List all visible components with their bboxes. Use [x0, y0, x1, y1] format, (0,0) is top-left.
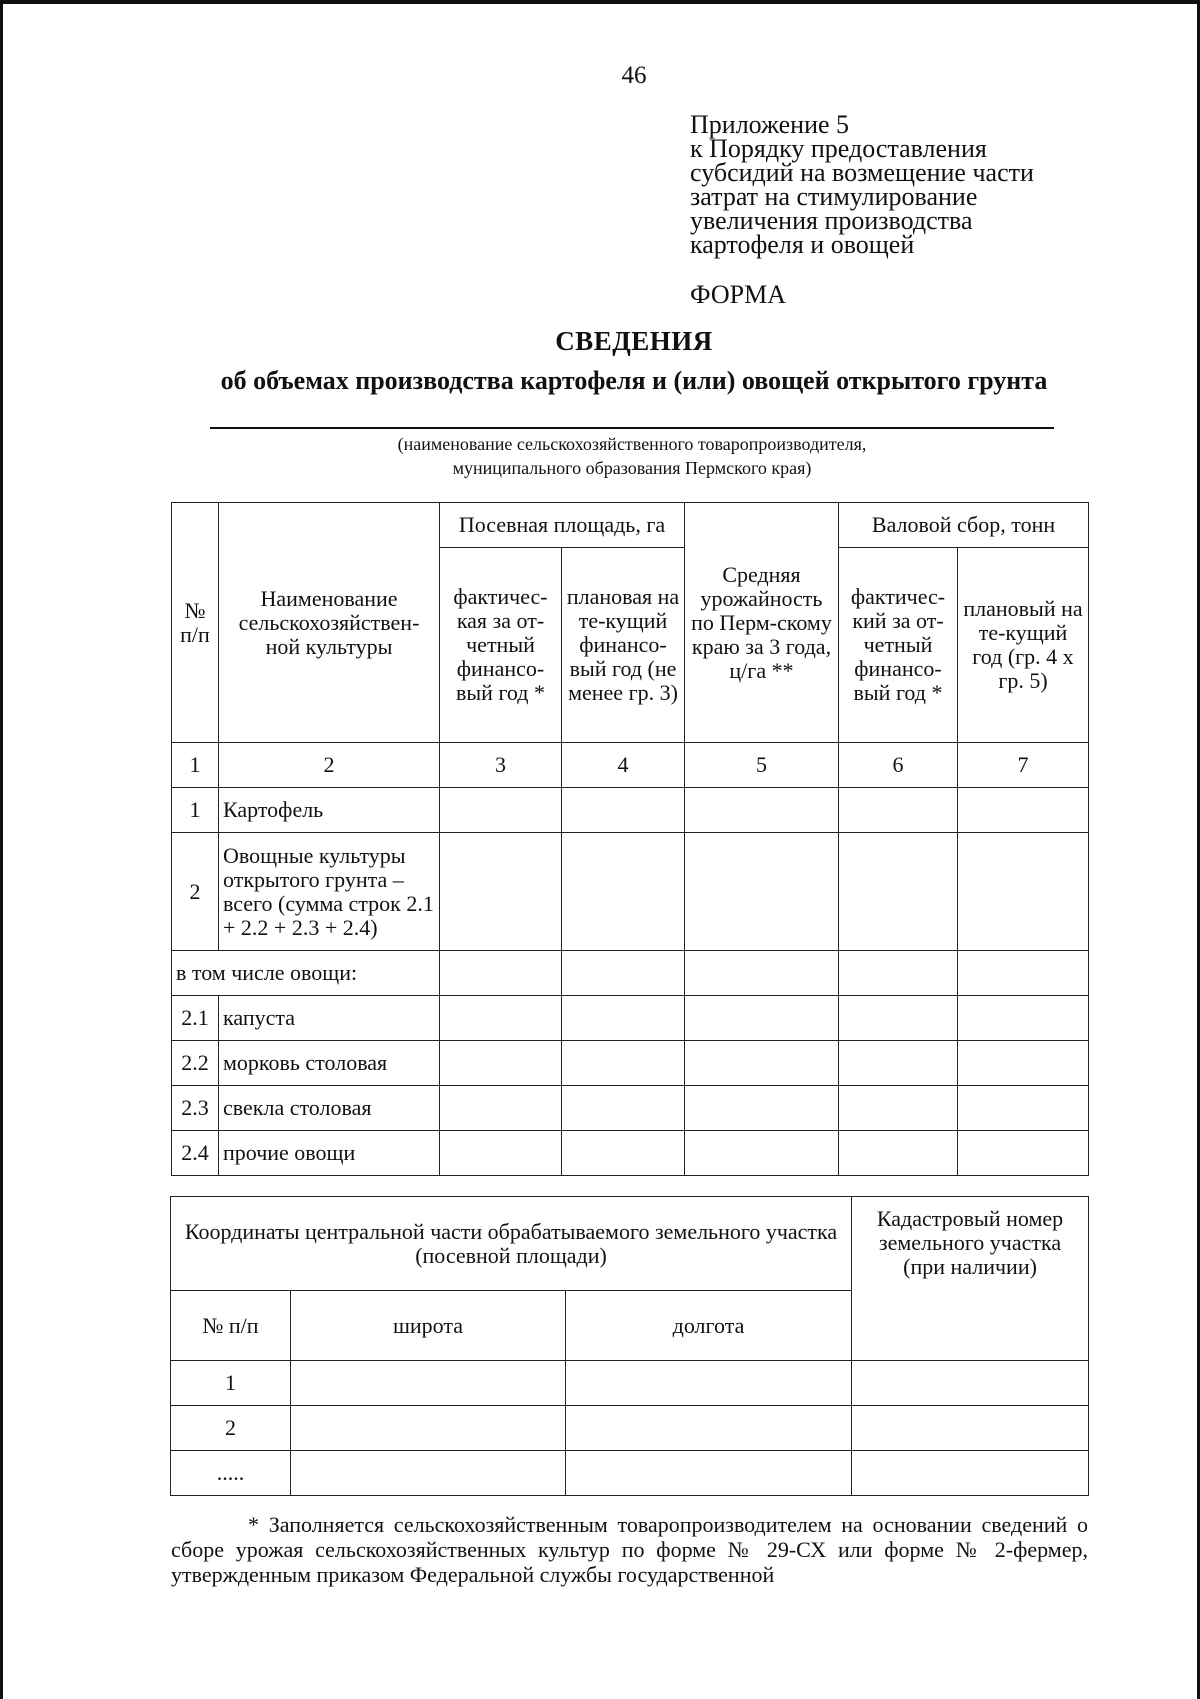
appendix-line: субсидий на возмещение части: [690, 158, 1034, 187]
form-label: ФОРМА: [690, 280, 786, 309]
data-cell[interactable]: [562, 1086, 685, 1131]
data-cell[interactable]: [852, 1361, 1089, 1406]
data-cell[interactable]: [852, 1406, 1089, 1451]
header-gross-actual: фактичес-кий за от-четный финансо-вый год *: [839, 548, 958, 743]
data-cell[interactable]: [291, 1406, 566, 1451]
data-cell[interactable]: [852, 1451, 1089, 1496]
header-num: № п/п: [171, 1291, 291, 1361]
data-cell[interactable]: [685, 1086, 839, 1131]
data-cell[interactable]: [958, 833, 1089, 951]
data-cell[interactable]: [839, 951, 958, 996]
data-cell[interactable]: [839, 1131, 958, 1176]
coordinates-table: [170, 1196, 1089, 1496]
data-cell[interactable]: [958, 951, 1089, 996]
header-crop-name: Наименование сельскохозяйствен-ной культуры: [219, 503, 440, 743]
header-sown-actual: фактичес-кая за от-четный финансо-вый год *: [440, 548, 562, 743]
footnote-text: * Заполняется сельскохозяйственным товаропроизводителем на основании сведений о сборе урожая сельскохозяйственных культур по форме № 29-СХ или форме № 2-фермер, утвержденным приказом Федеральной службы государственной: [171, 1512, 1088, 1587]
row-num: 1: [171, 1361, 291, 1406]
data-cell[interactable]: [685, 833, 839, 951]
data-cell[interactable]: [562, 1041, 685, 1086]
vegetables-subheader: в том числе овощи:: [172, 951, 440, 996]
data-cell[interactable]: [685, 788, 839, 833]
column-number: 7: [958, 743, 1089, 788]
scan-border-top: [0, 0, 1200, 4]
column-number: 3: [440, 743, 562, 788]
appendix-line: Приложение 5: [690, 110, 850, 139]
data-cell[interactable]: [685, 1131, 839, 1176]
producer-name-caption: [210, 432, 1054, 480]
header-longitude: долгота: [566, 1291, 852, 1361]
data-cell[interactable]: [566, 1361, 852, 1406]
data-cell[interactable]: [440, 1131, 562, 1176]
row-crop-name: капуста: [219, 996, 440, 1041]
table-row: [172, 1041, 1089, 1086]
data-cell[interactable]: [440, 1086, 562, 1131]
table-row: [172, 833, 1089, 951]
row-crop-name: Овощные культуры открытого грунта – всего (сумма строк 2.1 + 2.2 + 2.3 + 2.4): [219, 833, 440, 951]
data-cell[interactable]: [562, 951, 685, 996]
column-number: 2: [219, 743, 440, 788]
data-cell[interactable]: [562, 1131, 685, 1176]
appendix-line: к Порядку предоставления: [690, 134, 987, 163]
data-cell[interactable]: [958, 788, 1089, 833]
document-title: СВЕДЕНИЯ: [555, 326, 713, 356]
table-row: [172, 1086, 1089, 1131]
table-row: [171, 1361, 1089, 1406]
data-cell[interactable]: [958, 1041, 1089, 1086]
data-cell[interactable]: [958, 1086, 1089, 1131]
production-table: [171, 502, 1089, 1176]
data-cell[interactable]: [291, 1451, 566, 1496]
row-num: 2: [171, 1406, 291, 1451]
table-row: [171, 1406, 1089, 1451]
row-num: 2.4: [172, 1131, 219, 1176]
data-cell[interactable]: [839, 996, 958, 1041]
appendix-line: затрат на стимулирование: [690, 182, 978, 211]
column-number: 1: [172, 743, 219, 788]
header-sown-area: Посевная площадь, га: [440, 503, 685, 548]
data-cell[interactable]: [440, 788, 562, 833]
row-crop-name: свекла столовая: [219, 1086, 440, 1131]
row-num: 2.3: [172, 1086, 219, 1131]
table-row: [171, 1451, 1089, 1496]
data-cell[interactable]: [566, 1451, 852, 1496]
appendix-block: [690, 110, 1034, 259]
row-num: 1: [172, 788, 219, 833]
table-row: [172, 996, 1089, 1041]
document-subtitle: об объемах производства картофеля и (или) овощей открытого грунта: [220, 366, 1048, 395]
page-number: 46: [621, 62, 647, 89]
table-row: [172, 788, 1089, 833]
caption-line: муниципального образования Пермского края): [452, 458, 812, 478]
data-cell[interactable]: [562, 996, 685, 1041]
row-crop-name: Картофель: [219, 788, 440, 833]
header-gross-plan: плановый на те-кущий год (гр. 4 х гр. 5): [958, 548, 1089, 743]
row-crop-name: морковь столовая: [219, 1041, 440, 1086]
data-cell[interactable]: [685, 996, 839, 1041]
data-cell[interactable]: [562, 788, 685, 833]
data-cell[interactable]: [839, 1086, 958, 1131]
data-cell[interactable]: [291, 1361, 566, 1406]
table-subheader-row: [172, 951, 1089, 996]
data-cell[interactable]: [839, 833, 958, 951]
row-num: 2.1: [172, 996, 219, 1041]
column-number: 5: [685, 743, 839, 788]
table-row: [172, 1131, 1089, 1176]
appendix-line: увеличения производства: [690, 206, 973, 235]
row-crop-name: прочие овощи: [219, 1131, 440, 1176]
header-sown-plan: плановая на те-кущий финансо-вый год (не менее гр. 3): [562, 548, 685, 743]
row-num: 2.2: [172, 1041, 219, 1086]
header-latitude: широта: [291, 1291, 566, 1361]
caption-line: (наименование сельскохозяйственного товаропроизводителя,: [397, 434, 867, 454]
data-cell[interactable]: [566, 1406, 852, 1451]
data-cell[interactable]: [685, 1041, 839, 1086]
row-num: .....: [171, 1451, 291, 1496]
producer-name-line[interactable]: [210, 427, 1054, 429]
data-cell[interactable]: [839, 788, 958, 833]
row-num: 2: [172, 833, 219, 951]
header-avg-yield: Средняя урожайность по Перм-скому краю за 3 года, ц/га **: [685, 503, 839, 743]
footnote: [171, 1512, 1088, 1587]
data-cell[interactable]: [685, 951, 839, 996]
data-cell[interactable]: [440, 833, 562, 951]
data-cell[interactable]: [958, 1131, 1089, 1176]
header-num: № п/п: [172, 503, 219, 743]
column-number: 4: [562, 743, 685, 788]
column-number: 6: [839, 743, 958, 788]
data-cell[interactable]: [958, 996, 1089, 1041]
appendix-line: картофеля и овощей: [690, 230, 915, 259]
scan-border-left: [0, 0, 3, 1699]
data-cell[interactable]: [440, 951, 562, 996]
data-cell[interactable]: [440, 1041, 562, 1086]
header-gross-harvest: Валовой сбор, тонн: [839, 503, 1089, 548]
data-cell[interactable]: [562, 833, 685, 951]
header-coordinates: Координаты центральной части обрабатываемого земельного участка (посевной площади): [171, 1197, 852, 1291]
header-cadastral-number: Кадастровый номер земельного участка (при наличии): [852, 1197, 1089, 1361]
data-cell[interactable]: [839, 1041, 958, 1086]
data-cell[interactable]: [440, 996, 562, 1041]
